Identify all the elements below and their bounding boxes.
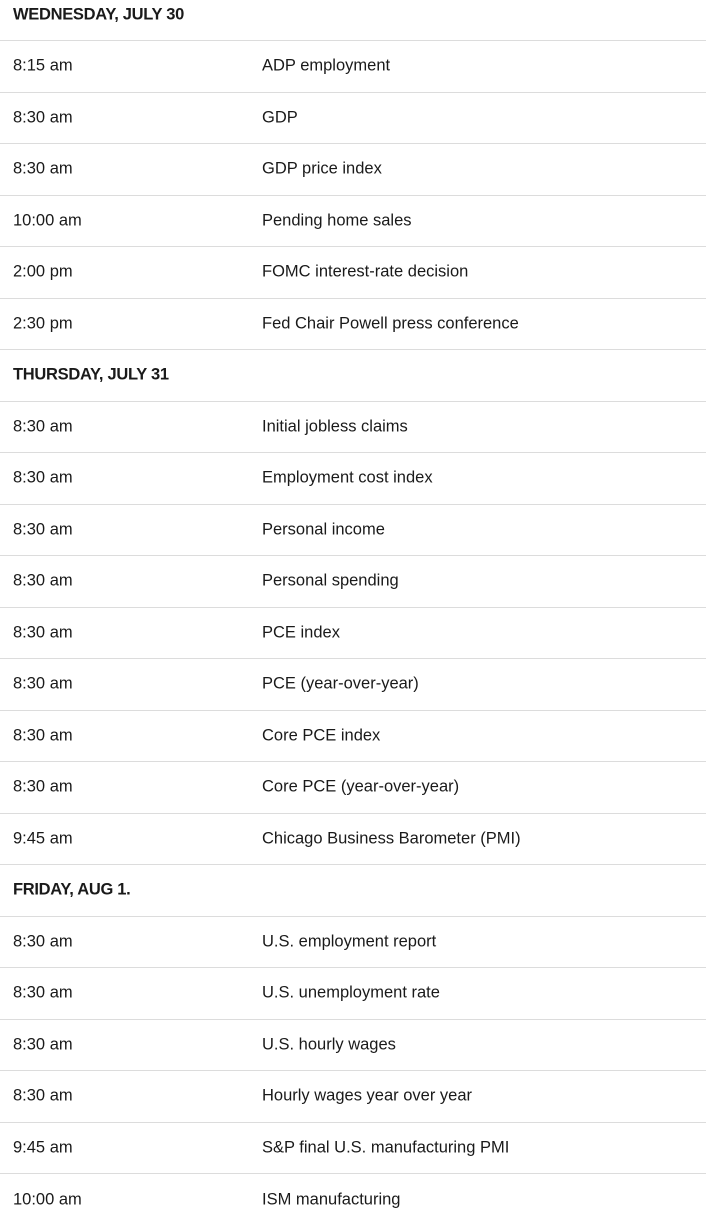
day-header-row (0, 0, 706, 41)
event-time: 9:45 am (13, 829, 73, 848)
event-row (0, 711, 706, 763)
event-name: Initial jobless claims (262, 417, 408, 436)
event-time: 8:30 am (13, 468, 73, 487)
event-time: 8:30 am (13, 520, 73, 539)
event-name: PCE (year-over-year) (262, 674, 419, 693)
event-row (0, 917, 706, 969)
event-row (0, 299, 706, 351)
event-name: Fed Chair Powell press conference (262, 314, 519, 333)
event-name: Chicago Business Barometer (PMI) (262, 829, 521, 848)
event-name: Employment cost index (262, 468, 433, 487)
event-time: 8:15 am (13, 56, 73, 75)
event-name: Personal spending (262, 571, 399, 590)
event-row (0, 556, 706, 608)
event-time: 10:00 am (13, 211, 82, 230)
event-row (0, 247, 706, 299)
event-name: ADP employment (262, 56, 391, 75)
event-row (0, 814, 706, 866)
event-row (0, 968, 706, 1020)
day-header-row (0, 865, 706, 917)
event-time: 8:30 am (13, 674, 73, 693)
event-time: 8:30 am (13, 726, 73, 745)
day-header-row (0, 350, 706, 402)
event-time: 2:00 pm (13, 262, 73, 281)
event-row (0, 608, 706, 660)
event-row (0, 762, 706, 814)
event-name: Hourly wages year over year (262, 1086, 473, 1105)
event-time: 2:30 pm (13, 314, 73, 333)
event-row (0, 1020, 706, 1072)
event-row (0, 1174, 706, 1226)
event-time: 9:45 am (13, 1138, 73, 1157)
event-name: FOMC interest-rate decision (262, 262, 469, 281)
day-heading: THURSDAY, JULY 31 (13, 365, 169, 384)
event-time: 8:30 am (13, 1035, 73, 1054)
day-heading: WEDNESDAY, JULY 30 (13, 5, 184, 24)
event-row (0, 144, 706, 196)
event-time: 8:30 am (13, 159, 73, 178)
event-name: Pending home sales (262, 211, 412, 230)
event-time: 8:30 am (13, 983, 73, 1002)
event-name: U.S. employment report (262, 932, 437, 951)
event-time: 8:30 am (13, 571, 73, 590)
event-row (0, 1123, 706, 1175)
event-row (0, 1071, 706, 1123)
event-name: Core PCE (year-over-year) (262, 777, 460, 796)
event-time: 8:30 am (13, 417, 73, 436)
event-name: PCE index (262, 623, 340, 642)
event-row (0, 659, 706, 711)
event-time: 8:30 am (13, 108, 73, 127)
event-time: 8:30 am (13, 623, 73, 642)
event-row (0, 196, 706, 248)
event-time: 8:30 am (13, 777, 73, 796)
event-time: 8:30 am (13, 1086, 73, 1105)
event-row (0, 453, 706, 505)
event-time: 10:00 am (13, 1190, 82, 1209)
event-name: ISM manufacturing (262, 1190, 401, 1209)
day-heading: FRIDAY, AUG 1. (13, 880, 131, 899)
event-row (0, 41, 706, 93)
event-name: Core PCE index (262, 726, 381, 745)
event-row (0, 402, 706, 454)
event-name: GDP (262, 108, 298, 127)
event-row (0, 505, 706, 557)
event-name: U.S. hourly wages (262, 1035, 396, 1054)
event-name: U.S. unemployment rate (262, 983, 440, 1002)
event-name: S&P final U.S. manufacturing PMI (262, 1138, 510, 1157)
event-name: GDP price index (262, 159, 382, 178)
event-row (0, 93, 706, 145)
event-time: 8:30 am (13, 932, 73, 951)
event-name: Personal income (262, 520, 385, 539)
